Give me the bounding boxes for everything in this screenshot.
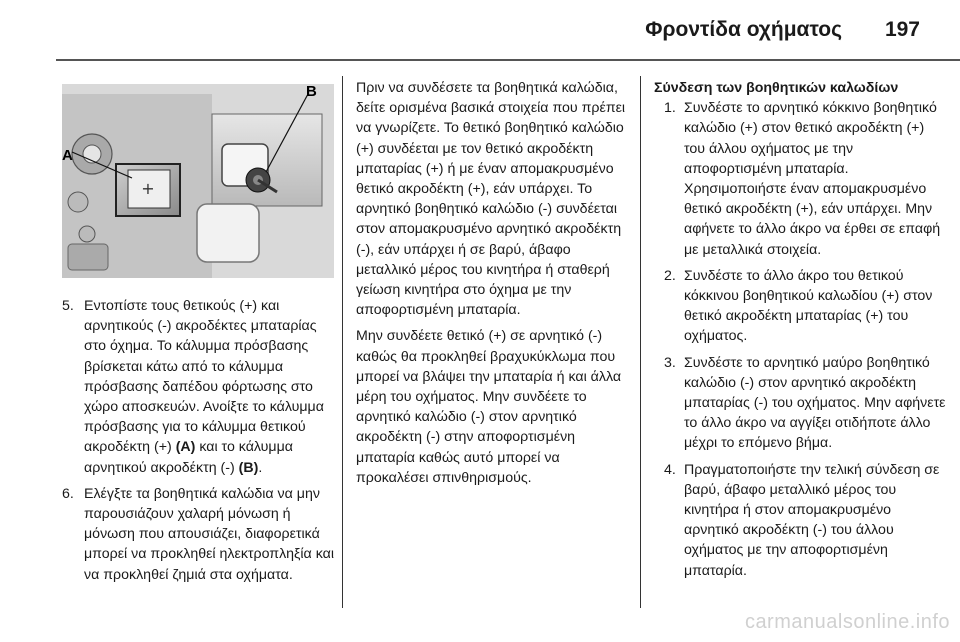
steps-list-2 (654, 98, 946, 581)
page-title: Φροντίδα οχήματος (645, 18, 842, 41)
item-text-mid: και το κάλυμμα αρνητικού ακροδέκτη (-) (84, 439, 293, 476)
item-number: 6. (62, 485, 74, 502)
column-divider-1 (342, 76, 343, 608)
item-text: Ελέγξτε τα βοηθητικά καλώδια να μην παρουσιάζουν χαλαρή μόνωση ή μόνωση που απουσιάζει, διαφορετικά μπορεί να προκληθεί ηλεκτροπληξία και να προκληθεί ζημιά στα οχήματα. (84, 485, 334, 583)
ref-a: (A) (175, 439, 196, 456)
label-a: A (62, 147, 73, 164)
ref-b: (B) (238, 459, 259, 476)
steps-list-1 (62, 296, 336, 585)
item-number: 4. (664, 461, 676, 478)
item-text-end: . (258, 459, 263, 476)
item-text: Πραγματοποιήστε την τελική σύνδεση σε βαρύ, άβαφο μεταλλικό μέρος του κινητήρα ή στον απομακρυσμένο αρνητικό ακροδέκτη (-) του άλλου οχήματος με την αποφορτισμένη μπαταρία. (684, 461, 940, 579)
label-b: B (306, 84, 317, 100)
list-item (62, 484, 336, 585)
page-header (0, 0, 960, 58)
paragraph: Πριν να συνδέσετε τα βοηθητικά καλώδια, δείτε ορισμένα βασικά στοιχεία που πρέπει να γνωρίζετε. Το θετικό βοηθητικό καλώδιο (+) συνδέεται με τον θετικό ακροδέκτη μπαταρίας (+) ή με έναν απομακρυσμένο θετικό ακροδέκτη (+), εάν υπάρχει. Το αρνητικό βοηθητικό καλώδιο (-) συνδέεται στον απομακρυσμένο αρνητικό ακροδέκτη (-), εάν υπάρχει ή σε βαρύ, άβαφο μεταλλικό μέρος του κινητήρα ή σταθερή γείωση κινητήρα στο όχημα με την αποφορτισμένη μπαταρία. (356, 80, 626, 319)
item-text: Συνδέστε το άλλο άκρο του θετικού κόκκινου βοηθητικού καλωδίου (+) στον θετικό ακροδέκτη μπαταρίας (+) του οχήματος. (684, 267, 933, 345)
item-number: 2. (664, 267, 676, 284)
section-title: Σύνδεση των βοηθητικών καλωδίων (654, 80, 899, 96)
list-item (654, 98, 946, 260)
column-3 (654, 78, 946, 587)
item-text: Συνδέστε το αρνητικό κόκκινο βοηθητικό καλώδιο (+) στον θετικό ακροδέκτη (+) του άλλου οχήματος με την αποφορτισμένη μπαταρία. Χρησιμοποιήστε έναν απομακρυσμένο θετικό ακροδέκτη (+), εάν υπάρχει. Μην αφήνετε το άλλο άκρο να έρθει σε επαφή με μεταλλικά στοιχεία. (684, 100, 941, 258)
illustration-svg (62, 84, 334, 278)
item-number: 5. (62, 298, 74, 314)
battery-terminal-illustration (62, 84, 334, 278)
item-number: 3. (664, 354, 676, 371)
item-text: Συνδέστε το αρνητικό μαύρο βοηθητικό καλώδιο (-) στον αρνητικό ακροδέκτη μπαταρίας (-) του οχήματος. Μην αφήνετε το άλλο άκρο να αγγίξει οτιδήποτε άλλο μέχρι το επόμενο βήμα. (684, 354, 946, 452)
list-item (654, 460, 946, 581)
removed-cover (197, 204, 259, 262)
list-item (654, 266, 946, 347)
paragraph: Μην συνδέετε θετικό (+) σε αρνητικό (-) καθώς θα προκληθεί βραχυκύκλωμα που μπορεί να βλάψει την μπαταρία ή και άλλα μέρη του οχήματος. Μην συνδέετε το αρνητικό καλώδιο (-) στον αρνητικό ακροδέκτη (-) στην αποφορτισμένη μπαταρία καθώς αυτό μπορεί να προκαλέσει σπινθηρισμούς. (356, 328, 622, 486)
item-text: Εντοπίστε τους θετικούς (+) και αρνητικούς (-) ακροδέκτες μπαταρίας στο όχημα. Το κάλυμμα πρόσβασης βρίσκεται κάτω από το κάλυμμα πρόσβασης δαπέδου φόρτωσης στο χώρο αποσκευών. Ανοίξτε το κάλυμμα πρόσβασης για το κάλυμμα θετικού ακροδέκτη (+) (84, 298, 324, 456)
watermark: carmanualsonline.info (744, 611, 950, 633)
header-divider (56, 59, 960, 61)
page-footer (0, 606, 960, 642)
page-number: 197 (884, 18, 920, 41)
item-number: 1. (664, 100, 676, 117)
column-1 (62, 296, 336, 591)
list-item (62, 296, 336, 478)
column-2 (356, 78, 634, 494)
list-item (654, 353, 946, 454)
column-divider-2 (640, 76, 641, 608)
svg-text:+: + (141, 179, 155, 198)
